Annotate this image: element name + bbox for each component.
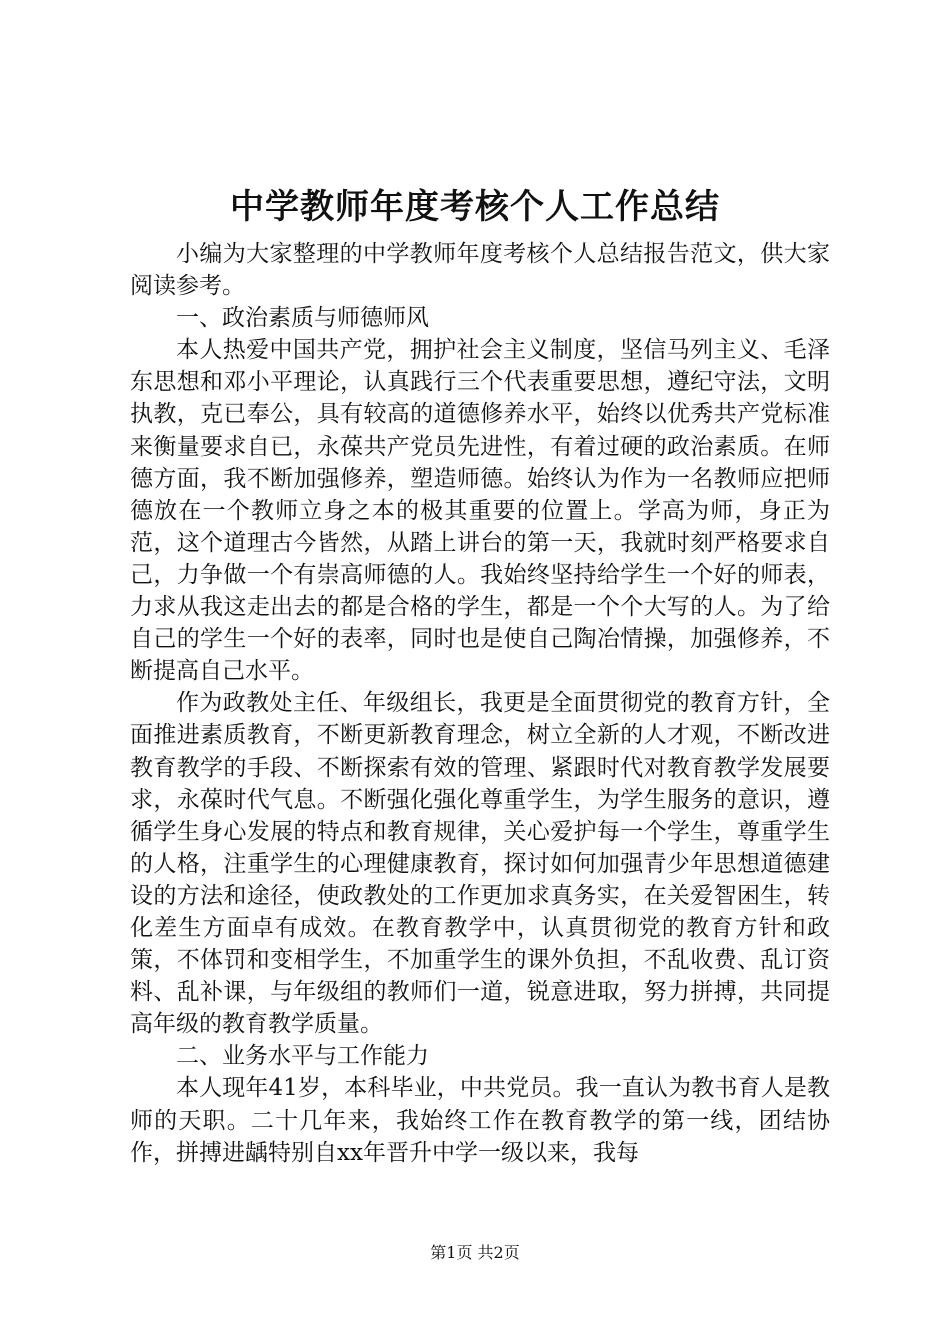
section-heading-2: 二、业务水平与工作能力	[176, 1043, 429, 1070]
page-footer: 第1页 共2页	[430, 1243, 520, 1262]
body-paragraph: 作为政教处主任、年级组长，我更是全面贯彻党的教育方针，全面推进素质教育，不断更新教育理念，树立全新的人才观，不断改进教育教学的手段、不断探索有效的管理、紧跟时代对教育教学发展要求，永葆时代气息。不断强化强化尊重学生，为学生服务的意识，遵循学生身心发展的特点和教育规律，关心爱护每一个学生，尊重学生的人格，注重学生的心理健康教育，探讨如何加强青少年思想道德建设的方法和途径，使政教处的工作更加求真务实，在关爱智困生，转化差生方面卓有成效。在教育教学中，认真贯彻党的教育方针和政策，不体罚和变相学生，不加重学生的课外负担，不乱收费、乱订资料、乱补课，与年级组的教师们一道，锐意进取，努力拼搏，共同提高年级的教育教学质量。	[130, 690, 830, 1038]
section-heading-1: 一、政治素质与师德师风	[176, 305, 429, 332]
intro-paragraph: 小编为大家整理的中学教师年度考核个人总结报告范文，供大家阅读参考。	[130, 241, 830, 300]
document-body	[130, 238, 830, 1169]
page-title: 中学教师年度考核个人工作总结	[230, 187, 720, 227]
body-paragraph: 本人现年41岁，本科毕业，中共党员。我一直认为教书育人是教师的天职。二十几年来，我始终工作在教育教学的第一线，团结协作，拼搏进龋特别自xx年晋升中学一级以来，我每	[130, 1075, 830, 1166]
body-paragraph: 本人热爱中国共产党，拥护社会主义制度，坚信马列主义、毛泽东思想和邓小平理论，认真践行三个代表重要思想，遵纪守法，文明执教，克已奉公，具有较高的道德修养水平，始终以优秀共产党标准来衡量要求自已，永葆共产党员先进性，有着过硬的政治素质。在师德方面，我不断加强修养，塑造师德。始终认为作为一名教师应把师德放在一个教师立身之本的极其重要的位置上。学高为师，身正为范，这个道理古今皆然，从踏上讲台的第一天，我就时刻严格要求自己，力争做一个有崇高师德的人。我始终坚持给学生一个好的师表，力求从我这走出去的都是合格的学生，都是一个个大写的人。为了给自己的学生一个好的表率，同时也是使自己陶冶情操，加强修养，不断提高自己水平。	[130, 337, 830, 685]
